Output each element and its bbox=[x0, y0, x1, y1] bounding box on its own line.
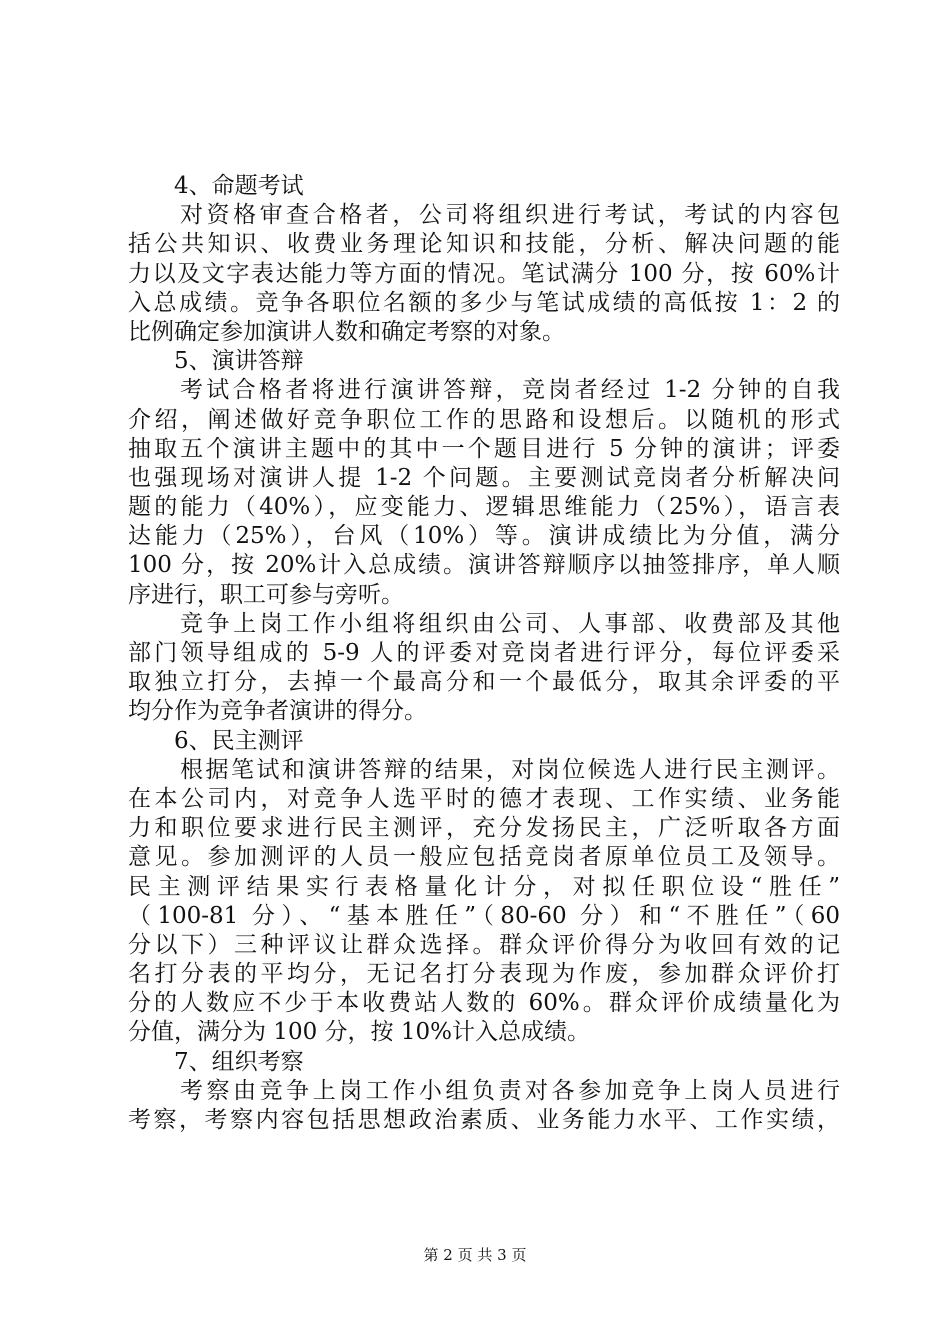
paragraph-line: 也强现场对演讲人提 1-2 个问题。主要测试竞岗者分析解决问 bbox=[128, 464, 840, 491]
paragraph-line: 均分作为竞争者演讲的得分。 bbox=[128, 698, 427, 725]
paragraph-line: 介绍，阐述做好竞争职位工作的思路和设想后。以随机的形式 bbox=[128, 406, 840, 433]
paragraph-line: 括公共知识、收费业务理论知识和技能，分析、解决问题的能 bbox=[128, 231, 840, 258]
paragraph-line: 抽取五个演讲主题中的其中一个题目进行 5 分钟的演讲；评委 bbox=[128, 435, 840, 462]
document-body bbox=[128, 172, 840, 1135]
paragraph-line: 题的能力（40%），应变能力、逻辑思维能力（25%），语言表 bbox=[128, 494, 840, 521]
paragraph-line: 入总成绩。竞争各职位名额的多少与笔试成绩的高低按 1：2 的 bbox=[128, 289, 840, 316]
paragraph-line: 部门领导组成的 5-9 人的评委对竞岗者进行评分，每位评委采 bbox=[128, 640, 840, 666]
paragraph-line: 比例确定参加演讲人数和确定考察的对象。 bbox=[128, 318, 565, 345]
paragraph-line: 取独立打分，去掉一个最高分和一个最低分，取其余评委的平 bbox=[128, 669, 840, 696]
paragraph-line: 分值，满分为 100 分，按 10%计入总成绩。 bbox=[128, 1019, 590, 1046]
paragraph-line: 序进行，职工可参与旁听。 bbox=[128, 581, 404, 608]
section-heading: 6、民主测评 bbox=[174, 727, 304, 754]
paragraph-line: 竞争上岗工作小组将组织由公司、人事部、收费部及其他 bbox=[180, 610, 840, 637]
paragraph-line: 考察，考察内容包括思想政治素质、业务能力水平、工作实绩， bbox=[128, 1107, 840, 1133]
paragraph-line: 名打分表的平均分，无记名打分表现为作废，参加群众评价打 bbox=[128, 961, 840, 988]
paragraph-line: 达能力（25%），台风（10%）等。演讲成绩比为分值，满分 bbox=[128, 523, 840, 550]
paragraph-line: 分的人数应不少于本收费站人数的 60%。群众评价成绩量化为 bbox=[128, 990, 840, 1017]
paragraph-line: 100 分，按 20%计入总成绩。演讲答辩顺序以抽签排序，单人顺 bbox=[128, 552, 840, 579]
paragraph-line: 对资格审查合格者，公司将组织进行考试，考试的内容包 bbox=[180, 202, 840, 229]
paragraph-line: 意见。参加测评的人员一般应包括竞岗者原单位员工及领导。 bbox=[128, 844, 840, 871]
paragraph-line: 根据笔试和演讲答辩的结果，对岗位候选人进行民主测评。 bbox=[180, 756, 840, 783]
paragraph-line: 民主测评结果实行表格量化计分，对拟任职位设“胜任” bbox=[128, 873, 840, 900]
paragraph-line: （100-81 分）、“基本胜任”（80-60 分）和“不胜任”（60 bbox=[128, 902, 840, 929]
paragraph-line: 考察由竞争上岗工作小组负责对各参加竞争上岗人员进行 bbox=[180, 1077, 840, 1104]
paragraph-line: 分以下）三种评议让群众选择。群众评价得分为收回有效的记 bbox=[128, 931, 840, 958]
section-heading: 5、演讲答辩 bbox=[174, 348, 304, 375]
paragraph-line: 在本公司内，对竞争人选平时的德才表现、工作实绩、业务能 bbox=[128, 785, 840, 812]
paragraph-line: 考试合格者将进行演讲答辩，竞岗者经过 1-2 分钟的自我 bbox=[180, 377, 840, 404]
section-heading: 7、组织考察 bbox=[174, 1048, 304, 1075]
paragraph-line: 力以及文字表达能力等方面的情况。笔试满分 100 分，按 60%计 bbox=[128, 260, 840, 287]
page-footer: 第 2 页 共 3 页 bbox=[423, 1246, 527, 1264]
section-heading: 4、命题考试 bbox=[174, 173, 304, 199]
paragraph-line: 力和职位要求进行民主测评，充分发扬民主，广泛听取各方面 bbox=[128, 815, 840, 842]
